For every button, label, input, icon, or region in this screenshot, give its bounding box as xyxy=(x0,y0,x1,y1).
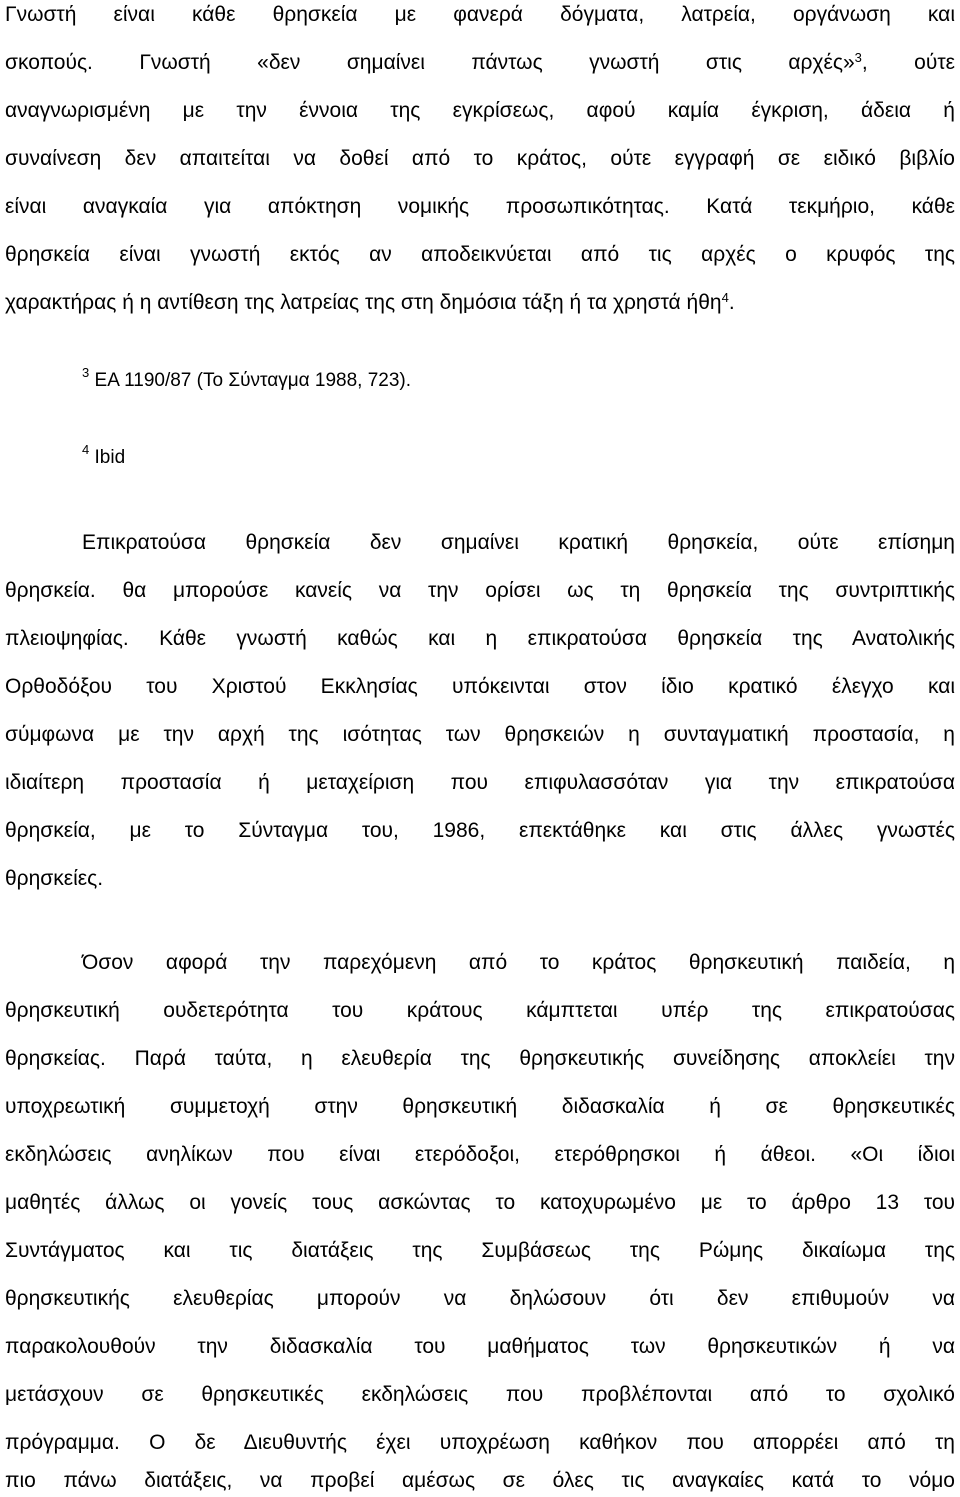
paragraph-line xyxy=(5,1190,955,1216)
paragraph-line xyxy=(82,530,955,556)
text-run: , ούτε xyxy=(861,51,955,74)
paragraph-line xyxy=(82,950,955,976)
text-run: ιδιαίτερη προστασία ή μεταχείριση που επιφυλασσόταν για την επικρατούσα xyxy=(5,771,955,794)
footnote-number: 4 xyxy=(82,441,90,457)
paragraph-line xyxy=(5,1286,955,1312)
text-run: σύμφωνα με την αρχή της ισότητας των θρησκειών η συνταγματική προστασία, η xyxy=(5,723,955,746)
text-run: αναγνωρισμένη με την έννοια της εγκρίσεως, αφού καμία έγκριση, άδεια ή xyxy=(5,99,955,122)
footnote-3 xyxy=(82,364,882,394)
text-run: θρησκείες. xyxy=(5,867,104,890)
paragraph-line xyxy=(5,1430,955,1456)
paragraph-line xyxy=(5,998,955,1024)
paragraph-line xyxy=(5,866,955,892)
paragraph-line xyxy=(5,1142,955,1168)
paragraph-line xyxy=(5,242,955,268)
paragraph-line xyxy=(5,674,955,700)
text-run: θρησκεία, με το Σύνταγμα του, 1986, επεκτάθηκε και στις άλλες γνωστές xyxy=(5,819,955,842)
text-run: θρησκεία. θα μπορούσε κανείς να την ορίσει ως τη θρησκεία της συντριπτικής xyxy=(5,579,955,602)
paragraph-line xyxy=(5,146,955,172)
text-run: χαρακτήρας ή η αντίθεση της λατρείας της στη δημόσια τάξη ή τα χρηστά ήθη xyxy=(5,291,722,314)
footnote-number: 3 xyxy=(82,364,90,380)
paragraph-line xyxy=(5,1046,955,1072)
text-run: Επικρατούσα θρησκεία δεν σημαίνει κρατική θρησκεία, ούτε επίσημη xyxy=(82,531,955,554)
paragraph-line xyxy=(5,1468,955,1494)
footnote-text: Ibid xyxy=(94,447,126,468)
text-run: θρησκείας. Παρά ταύτα, η ελευθερία της θρησκευτικής συνείδησης αποκλείει την xyxy=(5,1047,955,1070)
footnote-4 xyxy=(82,441,882,471)
paragraph-line xyxy=(5,98,955,124)
paragraph-line xyxy=(5,2,955,28)
text-run: πλειοψηφίας. Κάθε γνωστή καθώς και η επικρατούσα θρησκεία της Ανατολικής xyxy=(5,627,955,650)
paragraph-line xyxy=(5,1094,955,1120)
paragraph-line xyxy=(5,626,955,652)
paragraph-line xyxy=(5,50,955,76)
text-run: Ορθοδόξου του Χριστού Εκκλησίας υπόκεινται στον ίδιο κρατικό έλεγχο και xyxy=(5,675,955,698)
text-run: Συντάγματος και τις διατάξεις της Συμβάσεως της Ρώμης δικαίωμα της xyxy=(5,1239,955,1262)
paragraph-line xyxy=(5,818,955,844)
text-run: Όσον αφορά την παρεχόμενη από το κράτος θρησκευτική παιδεία, η xyxy=(82,951,955,974)
text-run: . xyxy=(728,291,735,314)
text-run: είναι αναγκαία για απόκτηση νομικής προσωπικότητας. Κατά τεκμήριο, κάθε xyxy=(5,195,955,218)
paragraph-line xyxy=(5,722,955,748)
paragraph-line xyxy=(5,1238,955,1264)
footnote-ref-4[interactable]: 4 xyxy=(721,289,729,305)
paragraph-line xyxy=(5,1334,955,1360)
paragraph-line xyxy=(5,770,955,796)
text-run: θρησκευτικής ελευθερίας μπορούν να δηλώσουν ότι δεν επιθυμούν να xyxy=(5,1287,955,1310)
text-run: εκδηλώσεις ανηλίκων που είναι ετερόδοξοι, ετερόθρησκοι ή άθεοι. «Οι ίδιοι xyxy=(5,1143,955,1166)
paragraph-line xyxy=(5,1382,955,1408)
text-run: πιο πάνω διατάξεις, να προβεί αμέσως σε όλες τις αναγκαίες κατά το νόμο xyxy=(5,1469,955,1492)
text-run: θρησκεία είναι γνωστή εκτός αν αποδεικνύεται από τις αρχές ο κρυφός της xyxy=(5,243,955,266)
text-run: πρόγραμμα. Ο δε Διευθυντής έχει υποχρέωση καθήκον που απορρέει από τη xyxy=(5,1431,955,1454)
text-run: σκοπούς. Γνωστή «δεν σημαίνει πάντως γνωστή στις αρχές» xyxy=(5,51,855,74)
text-run: μετάσχουν σε θρησκευτικές εκδηλώσεις που προβλέπονται από το σχολικό xyxy=(5,1383,955,1406)
text-run: συναίνεση δεν απαιτείται να δοθεί από το κράτος, ούτε εγγραφή σε ειδικό βιβλίο xyxy=(5,147,955,170)
text-run: μαθητές άλλως οι γονείς τους ασκώντας το κατοχυρωμένο με το άρθρο 13 του xyxy=(5,1191,955,1214)
text-run: Γνωστή είναι κάθε θρησκεία με φανερά δόγματα, λατρεία, οργάνωση και xyxy=(5,3,955,26)
text-run: υποχρεωτική συμμετοχή στην θρησκευτική διδασκαλία ή σε θρησκευτικές xyxy=(5,1095,955,1118)
footnote-ref-3[interactable]: 3 xyxy=(854,49,862,65)
text-run: θρησκευτική ουδετερότητα του κράτους κάμπτεται υπέρ της επικρατούσας xyxy=(5,999,955,1022)
footnote-text: ΕΑ 1190/87 (Το Σύνταγμα 1988, 723). xyxy=(94,370,412,391)
paragraph-line xyxy=(5,290,955,316)
paragraph-line xyxy=(5,578,955,604)
text-run: παρακολουθούν την διδασκαλία του μαθήματος των θρησκευτικών ή να xyxy=(5,1335,955,1358)
paragraph-line xyxy=(5,194,955,220)
